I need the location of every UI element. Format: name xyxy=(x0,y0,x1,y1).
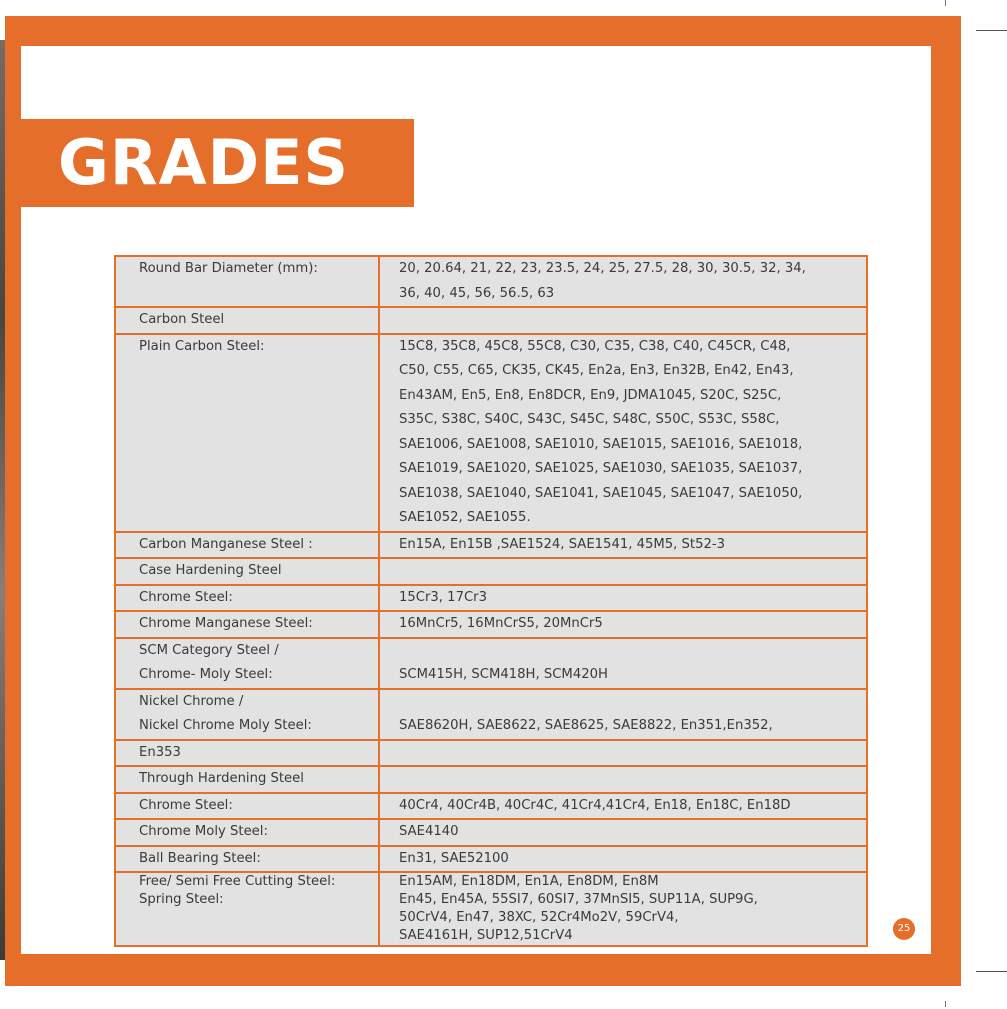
grade-values-line xyxy=(380,741,866,766)
table-row xyxy=(115,793,867,820)
table-row xyxy=(115,872,867,946)
grade-values-line: SAE4161H, SUP12,51CrV4 xyxy=(399,928,573,943)
grade-values-line xyxy=(380,559,866,584)
table-row xyxy=(115,256,867,307)
grade-values-line: SAE1006, SAE1008, SAE1010, SAE1015, SAE1016, SAE1018, xyxy=(399,436,803,452)
category-label-line: Case Hardening Steel xyxy=(139,563,282,578)
table-row xyxy=(115,740,867,767)
grade-values-cell xyxy=(379,611,867,638)
category-label-line: Nickel Chrome Moly Steel: xyxy=(139,718,312,733)
grade-category-cell xyxy=(115,638,379,689)
table-row xyxy=(115,689,867,740)
grade-category-cell xyxy=(115,334,379,532)
category-label-line: Carbon Manganese Steel : xyxy=(139,536,313,552)
grade-values-line: S35C, S38C, S40C, S43C, S45C, S48C, S50C, S53C, S58C, xyxy=(399,412,780,427)
margin-rule-top xyxy=(976,30,1007,31)
grade-category-cell xyxy=(115,585,379,612)
grade-values-line: 36, 40, 45, 56, 56.5, 63 xyxy=(399,285,555,301)
grade-values-line: SCM415H, SCM418H, SCM420H xyxy=(399,667,608,682)
category-label-line: Chrome Manganese Steel: xyxy=(139,616,313,631)
grade-values-line: En45, En45A, 55SI7, 60SI7, 37MnSI5, SUP11A, SUP9G, xyxy=(399,892,758,907)
grade-values-cell xyxy=(379,740,867,767)
category-label-line: Free/ Semi Free Cutting Steel: xyxy=(139,874,336,889)
grade-category-cell xyxy=(115,846,379,873)
category-label-line: Through Hardening Steel xyxy=(139,771,304,786)
category-label-line: Ball Bearing Steel: xyxy=(139,850,261,866)
table-row xyxy=(115,611,867,638)
grade-category-cell xyxy=(115,793,379,820)
grade-values-line: 50CrV4, En47, 38XC, 52Cr4Mo2V, 59CrV4, xyxy=(399,910,679,925)
grade-values-line xyxy=(380,767,866,792)
grade-values-line: 20, 20.64, 21, 22, 23, 23.5, 24, 25, 27.5, 28, 30, 30.5, 32, 34, xyxy=(399,261,806,276)
grade-values-cell xyxy=(379,307,867,334)
table-row xyxy=(115,334,867,532)
grade-values-line: C50, C55, C65, CK35, CK45, En2a, En3, En32B, En42, En43, xyxy=(399,363,794,378)
grade-values-line: SAE8620H, SAE8622, SAE8625, SAE8822, En351,En352, xyxy=(399,718,773,733)
category-label-line: Carbon Steel xyxy=(139,312,225,327)
grade-values-line xyxy=(380,639,866,664)
grade-category-cell xyxy=(115,611,379,638)
grade-values-cell xyxy=(379,585,867,612)
grade-category-cell xyxy=(115,689,379,740)
grade-values-line: En43AM, En5, En8, En8DCR, En9, JDMA1045, S20C, S25C, xyxy=(399,387,782,403)
category-label-line: Chrome Moly Steel: xyxy=(139,824,268,839)
grades-table-body xyxy=(115,256,867,946)
grade-values-cell xyxy=(379,558,867,585)
grade-category-cell xyxy=(115,558,379,585)
grade-values-line: En15AM, En18DM, En1A, En8DM, En8M xyxy=(399,874,659,889)
grade-values-cell xyxy=(379,334,867,532)
table-row xyxy=(115,819,867,846)
category-label-line: En353 xyxy=(139,744,181,760)
category-label-line: Chrome- Moly Steel: xyxy=(139,667,273,682)
grade-category-cell xyxy=(115,256,379,307)
grade-category-cell xyxy=(115,532,379,559)
table-row xyxy=(115,846,867,873)
grade-values-line: SAE1019, SAE1020, SAE1025, SAE1030, SAE1035, SAE1037, xyxy=(399,461,803,476)
grade-values-cell xyxy=(379,256,867,307)
category-label-line: Nickel Chrome / xyxy=(139,693,244,709)
table-row xyxy=(115,532,867,559)
grade-values-cell xyxy=(379,872,867,946)
grade-values-cell xyxy=(379,638,867,689)
grade-values-line: En15A, En15B ,SAE1524, SAE1541, 45M5, St52-3 xyxy=(399,536,726,552)
grade-values-line: 15C8, 35C8, 45C8, 55C8, C30, C35, C38, C40, C45CR, C48, xyxy=(399,338,791,354)
grade-values-line: 15Cr3, 17Cr3 xyxy=(399,589,487,605)
category-label-line: Chrome Steel: xyxy=(139,797,233,813)
category-label-line: Chrome Steel: xyxy=(139,589,233,605)
category-label-line: Spring Steel: xyxy=(139,892,224,907)
grade-values-line: SAE4140 xyxy=(399,824,459,839)
table-row xyxy=(115,766,867,793)
grade-category-cell xyxy=(115,819,379,846)
crop-mark-top xyxy=(945,0,946,6)
grade-values-line xyxy=(380,690,866,715)
page-title: GRADES xyxy=(58,126,350,199)
grade-values-cell xyxy=(379,532,867,559)
category-label-line: Plain Carbon Steel: xyxy=(139,338,265,354)
table-row xyxy=(115,307,867,334)
category-label-line: Round Bar Diameter (mm): xyxy=(139,261,318,276)
page-number-badge: 25 xyxy=(893,918,915,940)
grade-category-cell xyxy=(115,307,379,334)
grade-values-cell xyxy=(379,819,867,846)
grade-category-cell xyxy=(115,872,379,946)
grade-values-cell xyxy=(379,846,867,873)
grade-category-cell xyxy=(115,766,379,793)
grade-values-line: En31, SAE52100 xyxy=(399,850,509,866)
table-row xyxy=(115,558,867,585)
grade-values-line: 16MnCr5, 16MnCrS5, 20MnCr5 xyxy=(399,616,603,631)
category-label-line: SCM Category Steel / xyxy=(139,642,279,658)
grade-values-cell xyxy=(379,689,867,740)
table-row xyxy=(115,585,867,612)
grade-values-cell xyxy=(379,766,867,793)
grade-values-cell xyxy=(379,793,867,820)
table-row xyxy=(115,638,867,689)
grade-values-line xyxy=(380,308,866,333)
grade-values-line: 40Cr4, 40Cr4B, 40Cr4C, 41Cr4,41Cr4, En18, En18C, En18D xyxy=(399,797,791,813)
grades-table xyxy=(114,255,868,947)
crop-mark-bottom xyxy=(945,1001,946,1007)
margin-rule-bottom xyxy=(976,971,1007,972)
grade-values-line: SAE1038, SAE1040, SAE1041, SAE1045, SAE1047, SAE1050, xyxy=(399,485,803,501)
grade-category-cell xyxy=(115,740,379,767)
grade-values-line: SAE1052, SAE1055. xyxy=(399,510,531,525)
